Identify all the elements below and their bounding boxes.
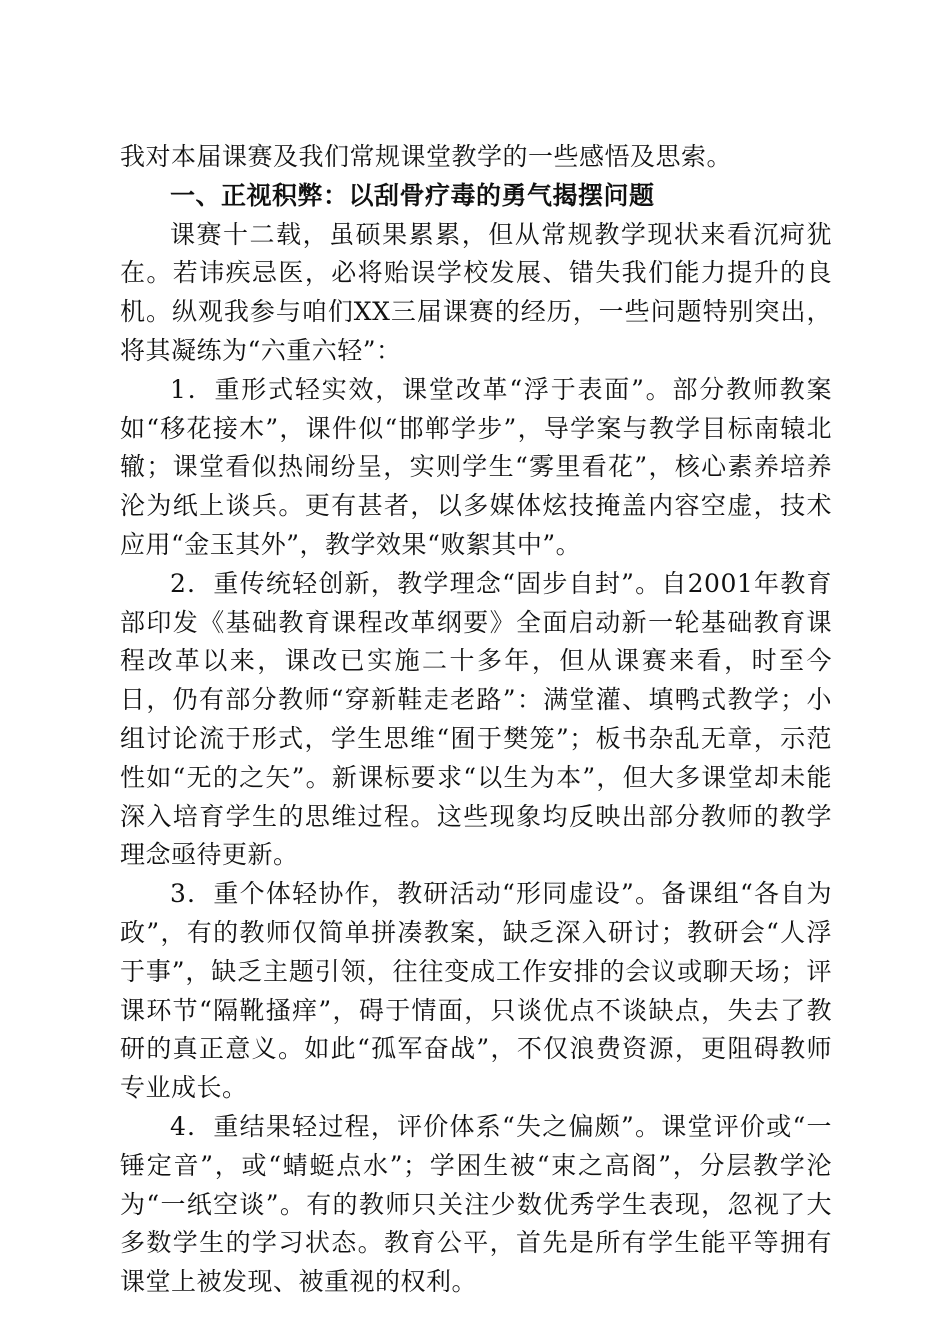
paragraph-point-4: 4．重结果轻过程，评价体系“失之偏颇”。课堂评价或“一锤定音”，或“蜻蜓点水”；学困生被“束之高阁”，分层教学沦为“一纸空谈”。有的教师只关注少数优秀学生表现，忽视了大多数学生的学习状态。教育公平，首先是所有学生能平等拥有课堂上被发现、被重视的权利。 [120,1111,832,1297]
intro-tail-paragraph: 我对本届课赛及我们常规课堂教学的一些感悟及思索。 [120,142,733,171]
paragraph-point-2: 2．重传统轻创新，教学理念“固步自封”。自2001年教育部印发《基础教育课程改革纲要》全面启动新一轮基础教育课程改革以来，课改已实施二十多年，但从课赛来看，时至今日，仍有部分教师“穿新鞋走老路”：满堂灌、填鸭式教学；小组讨论流于形式，学生思维“囿于樊笼”；板书杂乱无章，示范性如“无的之矢”。新课标要求“以生为本”，但大多课堂却未能深入培育学生的思维过程。这些现象均反映出部分教师的教学理念亟待更新。 [120,568,832,870]
section-heading: 一、正视积弊：以刮骨疗毒的勇气揭摆问题 [170,180,655,210]
paragraph-point-1: 1．重形式轻实效，课堂改革“浮于表面”。部分教师教案如“移花接木”，课件似“邯郸学步”，导学案与教学目标南辕北辙；课堂看似热闹纷呈，实则学生“雾里看花”，核心素养培养沦为纸上谈兵。更有甚者，以多媒体炫技掩盖内容空虚，技术应用“金玉其外”，教学效果“败絮其中”。 [120,374,832,559]
paragraph-overview: 课赛十二载，虽硕果累累，但从常规教学现状来看沉疴犹在。若讳疾忌医，必将贻误学校发展、错失我们能力提升的良机。纵观我参与咱们XX三届课赛的经历，一些问题特别突出，将其凝练为“六重六轻”： [120,219,832,365]
document-page [120,138,832,1302]
paragraph-point-3: 3．重个体轻协作，教研活动“形同虚设”。备课组“各自为政”，有的教师仅简单拼凑教案，缺乏深入研讨；教研会“人浮于事”，缺乏主题引领，往往变成工作安排的会议或聊天场；评课环节“隔靴搔痒”，碍于情面，只谈优点不谈缺点，失去了教研的真正意义。如此“孤军奋战”，不仅浪费资源，更阻碍教师专业成长。 [120,879,832,1103]
